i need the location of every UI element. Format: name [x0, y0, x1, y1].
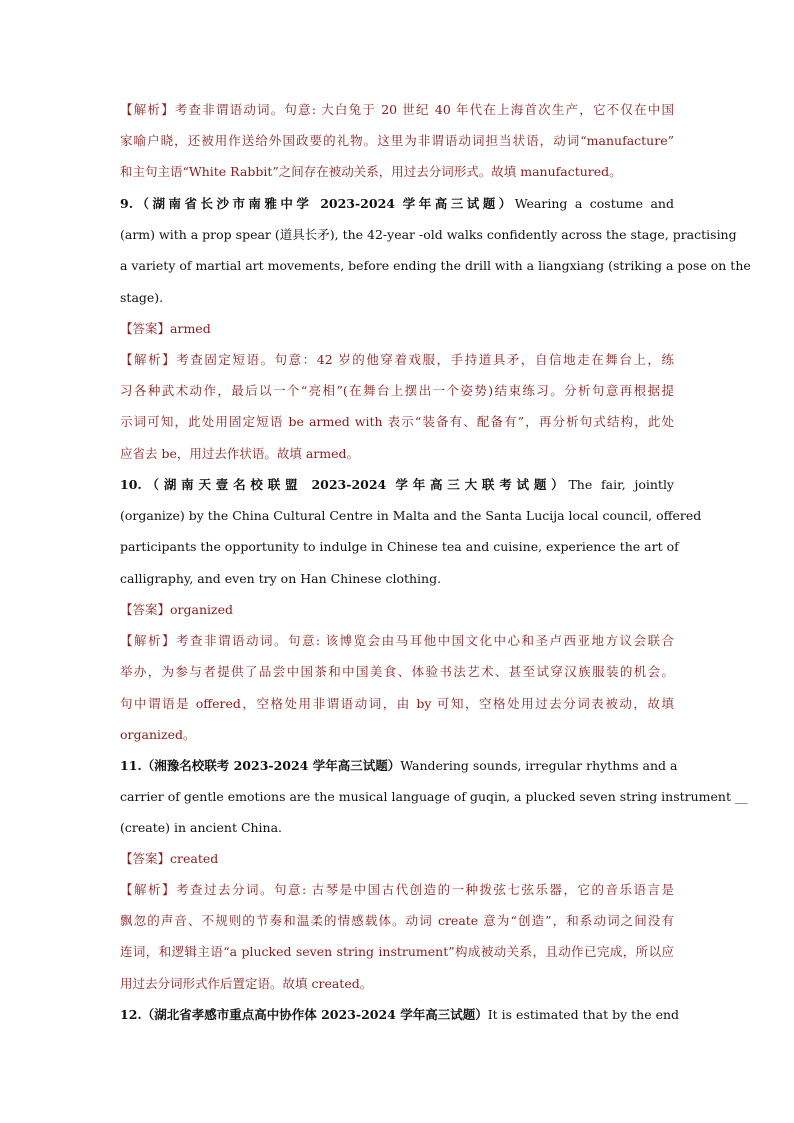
q9-question-line-4: stage). [120, 290, 164, 305]
q9-explanation-line-2: 习各种武术动作，最后以一个“亮相”(在舞台上摆出一个姿势)结束练习。分析句意再根据提 [120, 383, 674, 398]
q8-explanation-line-1: 【解析】考查非谓语动词。句意: 大白兔于 20 世纪 40 年代在上海首次生产，它不仅在中国 [120, 102, 674, 117]
explanation-label: 【解析】 [120, 882, 176, 897]
q10-answer: 【答案】organized [120, 602, 234, 617]
q10-question-line-3: participants the opportunity to indulge in Chinese tea and cuisine, experience the art of [120, 539, 679, 554]
q11-number: 11. [120, 758, 142, 773]
q11-question-line-2: carrier of gentle emotions are the musical language of guqin, a plucked seven string instrument __ [120, 789, 748, 804]
q10-question-line-4: calligraphy, and even try on Han Chinese clothing. [120, 571, 442, 586]
q9-question-line-2: (arm) with a prop spear (道具长矛), the 42-year -old walks confidently across the stage, practising [120, 227, 737, 242]
q10-explanation-line-1: 【解析】考查非谓语动词。句意: 该博览会由马耳他中国文化中心和圣卢西亚地方议会联合 [120, 633, 674, 648]
q11-source: （湘豫名校联考 2023-2024 学年高三试题） [141, 758, 401, 773]
q9-number: 9. [120, 196, 134, 211]
q10-number: 10. [120, 477, 142, 492]
q9-question-line-3: a variety of martial art movements, before ending the drill with a liangxiang (striking a pose on the [120, 258, 751, 273]
q12-source: （湖北省孝感市重点高中协作体 2023-2024 学年高三试题） [141, 1007, 488, 1022]
q10-question-line-1: 10.（湖南天壹名校联盟 2023-2024 学年高三大联考试题）The fair, jointly [120, 477, 674, 492]
answer-label: 【答案】 [120, 321, 171, 336]
q11-answer: 【答案】created [120, 851, 219, 866]
q8-explanation-line-3: 和主句主语“White Rabbit”之间存在被动关系，用过去分词形式。故填 manufactured。 [120, 164, 622, 179]
q11-explanation-line-1: 【解析】考查过去分词。句意: 古琴是中国古代创造的一种拨弦七弦乐器，它的音乐语言是 [120, 882, 674, 897]
explanation-label: 【解析】 [120, 352, 177, 367]
explanation-label: 【解析】 [120, 102, 175, 117]
q12-number: 12. [120, 1007, 142, 1022]
q9-source: （湖南省长沙市南雅中学 2023-2024 学年高三试题） [133, 196, 515, 211]
q11-explanation-line-2: 飘忽的声音、不规则的节奏和温柔的情感载体。动词 create 意为“创造”，和系动词之间没有 [120, 913, 674, 928]
explanation-label: 【解析】 [120, 633, 176, 648]
q8-explanation-line-2: 家喻户晓，还被用作送给外国政要的礼物。这里为非谓语动词担当状语，动词“manufacture” [120, 133, 674, 148]
q9-explanation-line-1: 【解析】考查固定短语。句意：42 岁的他穿着戏服，手持道具矛，自信地走在舞台上，练 [120, 352, 674, 367]
answer-label: 【答案】 [120, 602, 171, 617]
q10-explanation-line-3: 句中谓语是 offered，空格处用非谓语动词，由 by 可知，空格处用过去分词表被动，故填 [120, 696, 674, 711]
q11-explanation-line-4: 用过去分词形式作后置定语。故填 created。 [120, 976, 373, 991]
q10-explanation-line-2: 举办，为参与者提供了品尝中国茶和中国美食、体验书法艺术、甚至试穿汉族服装的机会。 [120, 664, 674, 679]
q9-explanation-line-4: 应省去 be，用过去作状语。故填 armed。 [120, 446, 360, 461]
q9-explanation-line-3: 示词可知，此处用固定短语 be armed with 表示“装备有、配备有”，再分析句式结构，此处 [120, 414, 674, 429]
q10-question-line-2: (organize) by the China Cultural Centre in Malta and the Santa Lucija local council, offered [120, 508, 702, 523]
q11-question-line-1: 11.（湘豫名校联考 2023-2024 学年高三试题）Wandering sounds, irregular rhythms and a [120, 758, 678, 773]
q11-question-line-3: (create) in ancient China. [120, 820, 283, 835]
q9-answer: 【答案】armed [120, 321, 211, 336]
answer-label: 【答案】 [120, 851, 171, 866]
q11-explanation-line-3: 连词，和逻辑主语“a plucked seven string instrument”构成被动关系，且动作已完成，所以应 [120, 944, 674, 959]
q10-explanation-line-4: organized。 [120, 727, 196, 742]
q10-source: （湖南天壹名校联盟 2023-2024 学年高三大联考试题） [141, 477, 569, 492]
q9-question-line-1: 9.（湖南省长沙市南雅中学 2023-2024 学年高三试题）Wearing a costume and [120, 196, 674, 211]
q12-question-line-1: 12.（湖北省孝感市重点高中协作体 2023-2024 学年高三试题）It is estimated that by the end [120, 1007, 680, 1022]
